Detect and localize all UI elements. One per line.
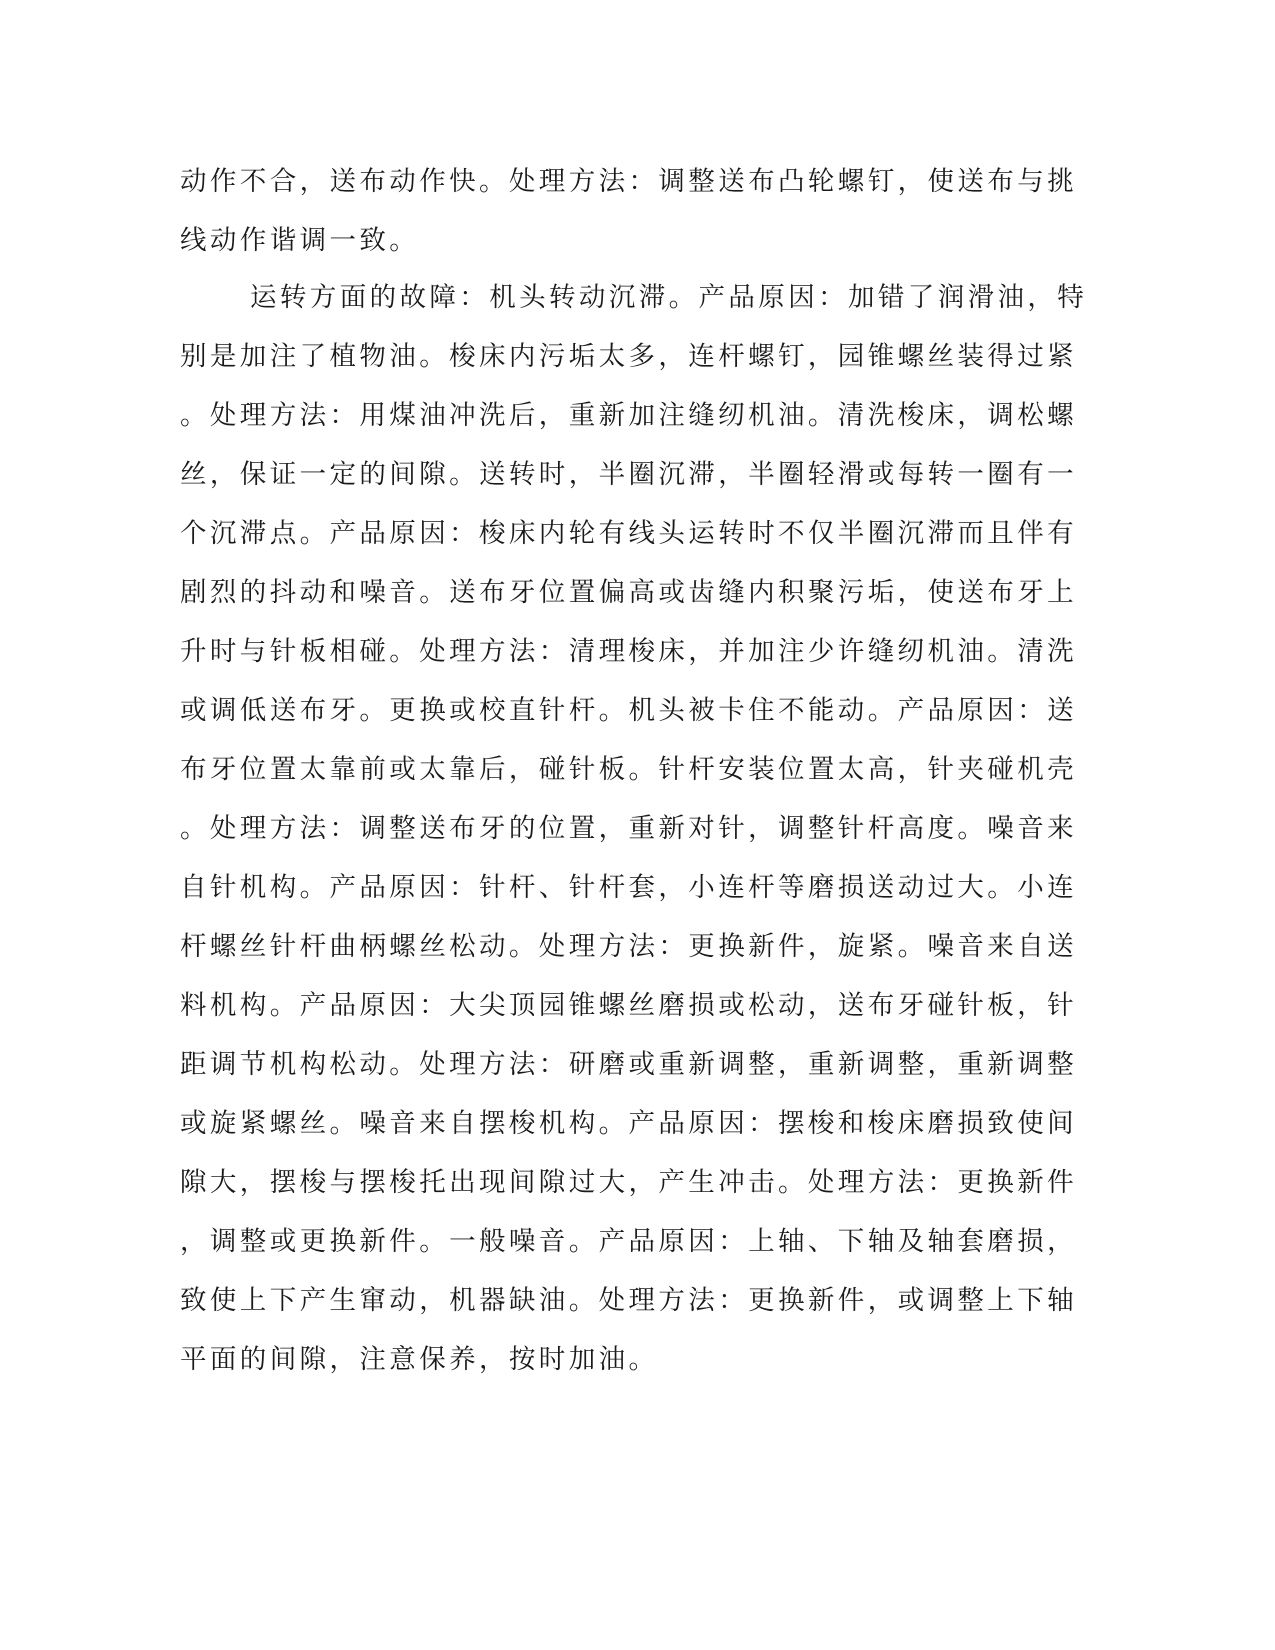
paragraph-line: 动作不合，送布动作快。处理方法：调整送布凸轮螺钉，使送布与挑 — [180, 166, 1077, 197]
paragraph-line: 升时与针板相碰。处理方法：清理梭床，并加注少许缝纫机油。清洗 — [180, 636, 1077, 667]
paragraph-line: 料机构。产品原因：大尖顶园锥螺丝磨损或松动，送布牙碰针板，针 — [180, 990, 1077, 1021]
paragraph-line: 布牙位置太靠前或太靠后，碰针板。针杆安装位置太高，针夹碰机壳 — [180, 754, 1077, 785]
paragraph-line: 别是加注了植物油。梭床内污垢太多，连杆螺钉，园锥螺丝装得过紧 — [180, 341, 1077, 372]
paragraph-line: 。处理方法：调整送布牙的位置，重新对针，调整针杆高度。噪音来 — [180, 813, 1077, 844]
paragraph-line: 距调节机构松动。处理方法：研磨或重新调整，重新调整，重新调整 — [180, 1049, 1077, 1080]
paragraph-line: 丝，保证一定的间隙。送转时，半圈沉滞，半圈轻滑或每转一圈有一 — [180, 459, 1077, 490]
paragraph-line: ，调整或更换新件。一般噪音。产品原因：上轴、下轴及轴套磨损， — [180, 1226, 1077, 1257]
paragraph-line: 隙大，摆梭与摆梭托出现间隙过大，产生冲击。处理方法：更换新件 — [180, 1167, 1077, 1198]
paragraph-operation-faults — [180, 268, 1088, 1389]
paragraph-line: 个沉滞点。产品原因：梭床内轮有线头运转时不仅半圈沉滞而且伴有 — [180, 518, 1077, 549]
paragraph-line: 或调低送布牙。更换或校直针杆。机头被卡住不能动。产品原因：送 — [180, 695, 1077, 726]
paragraph-line: 杆螺丝针杆曲柄螺丝松动。处理方法：更换新件，旋紧。噪音来自送 — [180, 931, 1077, 962]
paragraph-line: 或旋紧螺丝。噪音来自摆梭机构。产品原因：摆梭和梭床磨损致使间 — [180, 1108, 1077, 1139]
paragraph-line: 致使上下产生窜动，机器缺油。处理方法：更换新件，或调整上下轴 — [180, 1285, 1077, 1316]
paragraph-line: 。处理方法：用煤油冲洗后，重新加注缝纫机油。清洗梭床，调松螺 — [180, 400, 1077, 431]
paragraph-continued — [180, 152, 1080, 270]
paragraph-line: 自针机构。产品原因：针杆、针杆套，小连杆等磨损送动过大。小连 — [180, 872, 1077, 903]
paragraph-line: 平面的间隙，注意保养，按时加油。 — [180, 1344, 659, 1375]
paragraph-line: 运转方面的故障：机头转动沉滞。产品原因：加错了润滑油，特 — [250, 282, 1088, 313]
paragraph-line: 线动作谐调一致。 — [180, 225, 420, 256]
paragraph-line: 剧烈的抖动和噪音。送布牙位置偏高或齿缝内积聚污垢，使送布牙上 — [180, 577, 1077, 608]
